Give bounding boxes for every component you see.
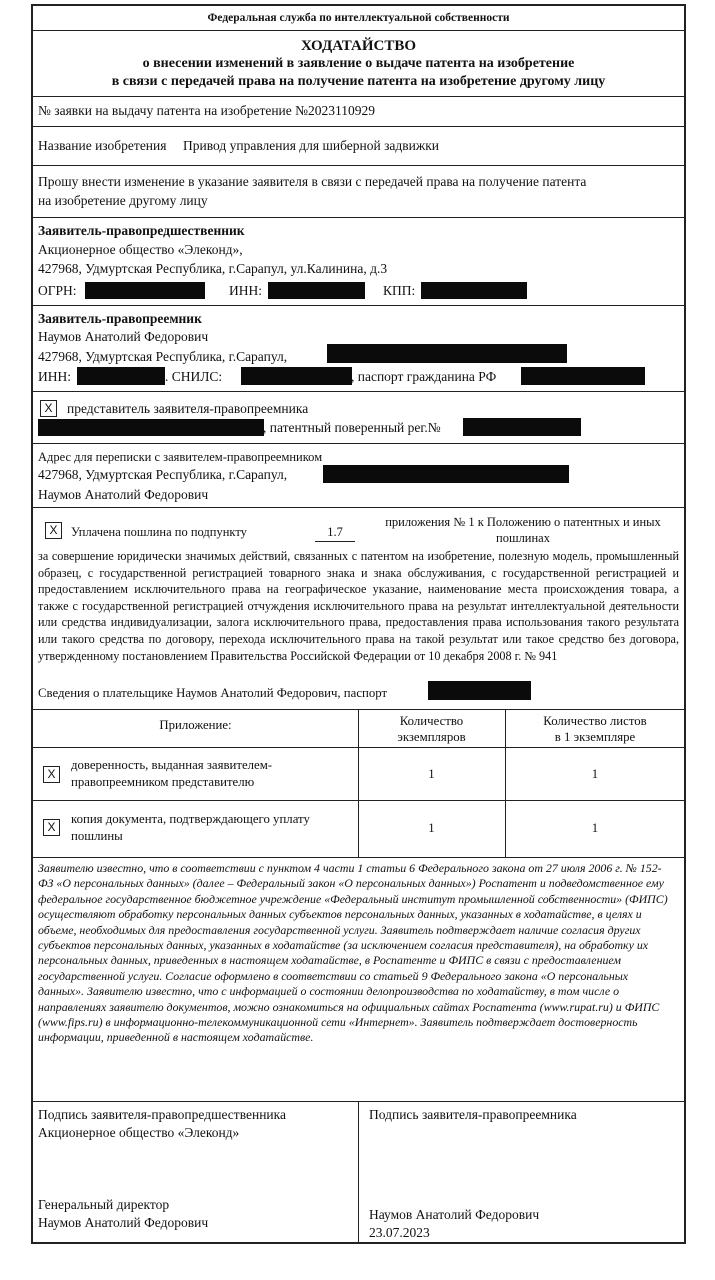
right-signature-date: 23.07.2023 [369,1225,430,1240]
fee-section [33,508,684,710]
correspondence-address-redaction [323,465,569,483]
fee-appendix-line-2: пошлинах [496,531,550,545]
agency-name: Федеральная служба по интеллектуальной собственности [207,12,510,24]
fee-checkbox[interactable]: X [45,522,62,539]
left-signature-title-2: Акционерное общество «Элеконд» [38,1125,240,1140]
representative-section [33,392,684,444]
invention-label: Название изобретения [38,138,167,153]
correspondence-name: Наумов Анатолий Федорович [38,487,209,502]
predecessor-ogrn-label: ОГРН: [38,283,77,298]
col-header-copies-1: Количество [399,714,464,728]
request-line-1: Прошу внести изменение в указание заявителя в связи с передачей права на получение патента [38,174,587,189]
successor-address: 427968, Удмуртская Республика, г.Сарапул, [38,349,288,364]
col-header-attachment: Приложение: [159,718,232,732]
correspondence-address: 427968, Удмуртская Республика, г.Сарапул, [38,467,288,482]
successor-passport-label: , паспорт гражданина РФ [351,369,497,384]
correspondence-section [33,444,684,508]
correspondence-label: Адрес для переписки с заявителем-правопреемником [38,450,323,464]
predecessor-section [33,218,684,306]
attachment-2-checkbox[interactable]: X [43,819,60,836]
invention-section [33,127,684,166]
col-header-sheets-2: в 1 экземпляре [554,730,636,744]
application-number: № заявки на выдачу патента на изобретение №2023110929 [38,103,376,118]
predecessor-address: 427968, Удмуртская Республика, г.Сарапул, ул.Калинина, д.3 [38,261,388,276]
predecessor-name: Акционерное общество «Элеконд», [38,242,243,257]
attachment-2-line-1: копия документа, подтверждающего уплату [71,812,310,826]
predecessor-heading: Заявитель-правопредшественник [38,223,245,238]
kpp-redaction [421,282,527,299]
predecessor-inn-redaction [268,282,365,299]
fee-appendix-line-1: приложения № 1 к Положению о патентных и иных [385,515,661,529]
petition-form [31,4,686,1244]
col-header-sheets-1: Количество листов [543,714,647,728]
invention-name: Привод управления для шиберной задвижки [183,138,440,153]
title-line-3: в связи с передачей права на получение патента на изобретение другому лицу [111,74,606,89]
request-section [33,166,684,218]
fee-subpoint: 1.7 [315,523,355,542]
ogrn-redaction [85,282,205,299]
personal-data-notice [33,858,684,1102]
right-signature-name: Наумов Анатолий Федорович [369,1207,540,1222]
attachment-2-copies: 1 [428,821,435,835]
attachment-2-sheets: 1 [591,821,599,835]
representative-checkbox[interactable]: X [40,400,57,417]
notice-text: Заявителю известно, что в соответствии с пунктом 4 части 1 статьи 6 Федерального закона от 27 июля 2006 г. № 152-ФЗ «О персональных данных» (далее – Федеральный закон «О персональных данных») Роспатент и подведомственное ему федеральное государственное бюджетное учреждение «Федеральный институт промышленной собственности» (ФИПС) осуществляют обработку персональных данных субъектов персональных данных, указанных в ходатайстве, в целях и объеме, необходимых для предоставления государственной услуги. Заявитель подтверждает наличие согласия других субъектов персональных данных, указанных в ходатайстве (за исключением согласия представителя), на обработку их персональных данных, приведенных в настоящем ходатайстве, в Роспатенте и ФИПС в связи с предоставлением государственной услуги. Согласие оформлено в соответствии со статьей 9 Федерального закона «О персональных данных». Заявителю известно, что с информацией о состоянии делопроизводства по ходатайству, в том числе о направлениях заявителю документов, можно ознакомиться на официальных сайтах Роспатента (www.rupat.ru) и ФИПС (www.fips.ru) в информационно-телекоммуникационной сети «Интернет». Заявитель подтверждает достоверность информации, приведенной в настоящем ходатайстве. [38,861,668,1045]
left-signature-title-1: Подпись заявителя-правопредшественника [38,1107,286,1122]
successor-section [33,306,684,392]
title-line-2: о внесении изменений в заявление о выдаче патента на изобретение [142,56,575,71]
attorney-label: , патентный поверенный рег.№ [263,420,441,435]
successor-address-redaction [327,344,567,363]
representative-label: представитель заявителя-правопреемника [67,401,309,416]
request-line-2: на изобретение другому лицу [38,193,208,208]
predecessor-inn-label: ИНН: [229,283,262,298]
attachment-2-line-2: пошлины [71,829,123,843]
table-row [33,800,684,857]
snils-redaction [241,367,352,385]
table-row [33,747,684,801]
representative-name-redaction [38,419,264,436]
fee-payer: Сведения о плательщике Наумов Анатолий Федорович, паспорт [38,686,388,700]
agency-header [33,6,684,31]
fee-label: Уплачена пошлина по подпункту [71,525,247,539]
left-signature-role: Генеральный директор [38,1197,170,1212]
attachment-1-line-2: правопреемником представителю [71,775,255,789]
attachment-1-line-1: доверенность, выданная заявителем- [71,758,273,772]
successor-inn-redaction [77,367,165,385]
attachment-1-copies: 1 [428,767,435,781]
signature-divider [358,1102,359,1244]
payer-passport-redaction [428,681,531,700]
successor-snils-label: . СНИЛС: [165,369,223,384]
predecessor-kpp-label: КПП: [383,283,416,298]
successor-inn-label: ИНН: [38,369,71,384]
attachment-1-sheets: 1 [591,767,599,781]
application-number-section [33,97,684,127]
attachment-1-checkbox[interactable]: X [43,766,60,783]
successor-heading: Заявитель-правопреемник [38,311,202,326]
right-signature-title: Подпись заявителя-правопреемника [369,1107,577,1122]
attorney-number-redaction [463,418,581,436]
successor-passport-redaction [521,367,645,385]
left-signature-name: Наумов Анатолий Федорович [38,1215,209,1230]
successor-name: Наумов Анатолий Федорович [38,329,209,344]
petition-title [33,31,684,97]
attachments-table [33,710,684,858]
fee-description: за совершение юридически значимых действий, связанных с патентом на изобретение, полезную модель, промышленный образец, с государственной регистрацией товарного знака и знака обслуживания, с государственной регистрацией и предоставлением исключительного права на географическое указание, наименование места происхождения товара, а также с государственной регистрацией отчуждения исключительного права на результат интеллектуальной деятельности или средства индивидуализации, залога исключительного права, предоставления права использования такого результата или такого средства по договору, перехода исключительного права на такой результат или такое средство без договора, утвержденному постановлением Правительства Российской Федерации от 10 декабря 2008 г. № 941 [38,549,679,663]
signatures-section [33,1102,684,1244]
title-main: ХОДАТАЙСТВО [300,38,417,54]
col-header-copies-2: экземпляров [397,730,466,744]
